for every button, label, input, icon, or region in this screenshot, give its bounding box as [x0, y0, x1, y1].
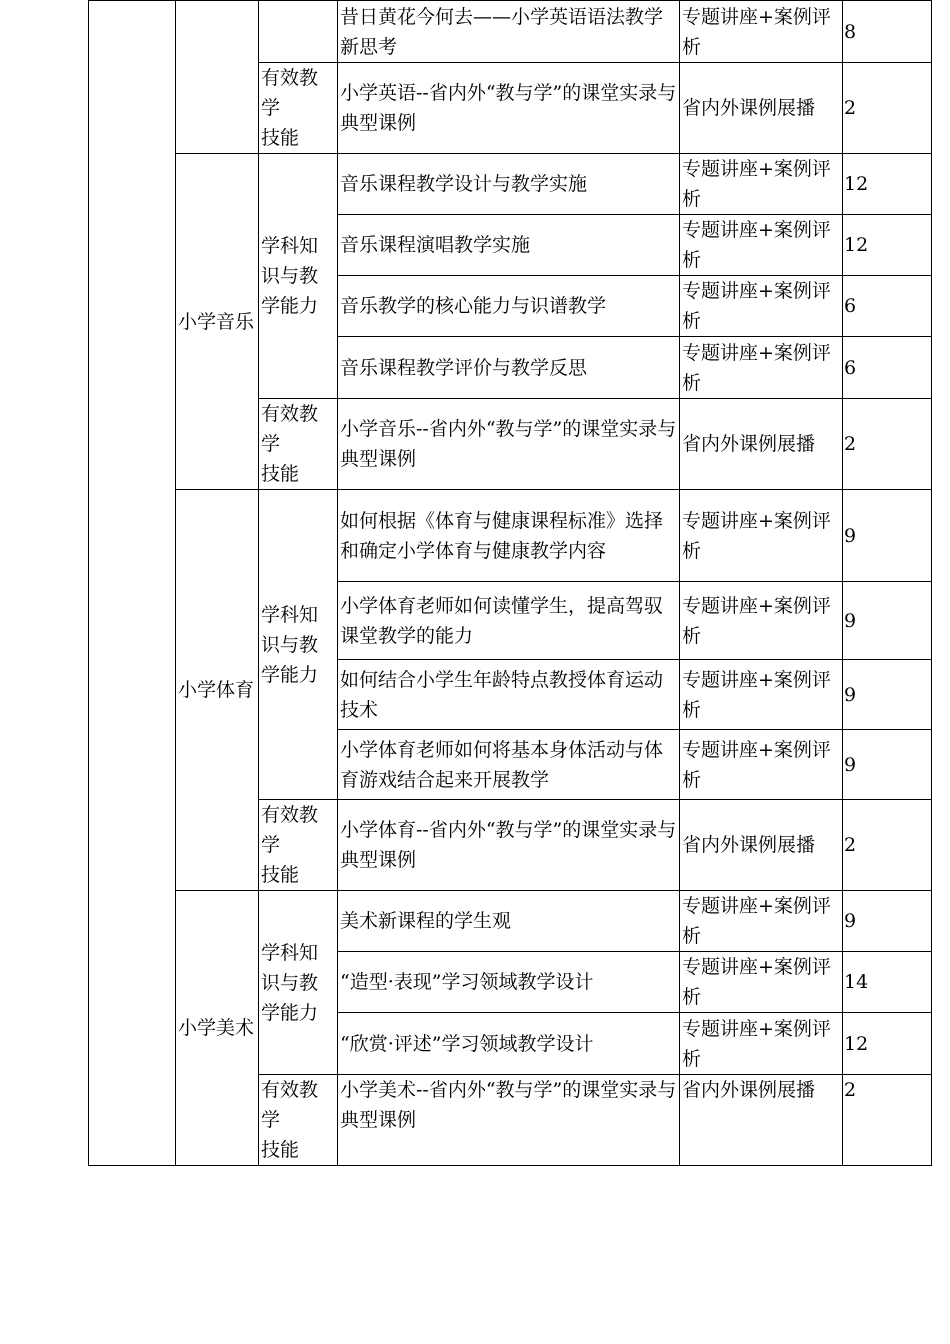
mode-cell: 专题讲座+案例评析	[680, 891, 843, 952]
course-table	[88, 0, 932, 1166]
topic-cell: 音乐课程教学设计与教学实施	[338, 154, 680, 215]
hours-cell: 9	[843, 660, 932, 730]
table-row	[89, 154, 932, 215]
category-cell: 有效教学 技能	[259, 1075, 338, 1166]
hours-cell: 6	[843, 276, 932, 337]
topic-cell: 音乐教学的核心能力与识谱教学	[338, 276, 680, 337]
hours-cell: 2	[843, 800, 932, 891]
category-cell	[259, 1, 338, 63]
topic-cell: “欣赏·评述”学习领域教学设计	[338, 1013, 680, 1075]
mode-cell: 专题讲座+案例评析	[680, 276, 843, 337]
hours-cell: 8	[843, 1, 932, 63]
hours-cell: 9	[843, 730, 932, 800]
mode-cell: 专题讲座+案例评析	[680, 337, 843, 399]
category-cell: 有效教学 技能	[259, 399, 338, 490]
mode-cell: 省内外课例展播	[680, 1075, 843, 1166]
mode-cell: 省内外课例展播	[680, 800, 843, 891]
topic-cell: 昔日黄花今何去——小学英语语法教学新思考	[338, 1, 680, 63]
topic-cell: “造型·表现”学习领域教学设计	[338, 952, 680, 1013]
table-row	[89, 891, 932, 952]
hours-cell: 9	[843, 582, 932, 660]
subject-cell: 小学体育	[176, 490, 259, 891]
table-row	[89, 1, 932, 63]
table-row	[89, 490, 932, 582]
mode-cell: 省内外课例展播	[680, 399, 843, 490]
mode-cell: 省内外课例展播	[680, 63, 843, 154]
subject-cell	[176, 1, 259, 154]
topic-cell: 小学英语--省内外“教与学”的课堂实录与典型课例	[338, 63, 680, 154]
hours-cell: 2	[843, 399, 932, 490]
category-cell: 学科知识与教学能力	[259, 154, 338, 399]
hours-cell: 2	[843, 1075, 932, 1166]
topic-cell: 小学体育老师如何读懂学生，提高驾驭课堂教学的能力	[338, 582, 680, 660]
mode-cell: 专题讲座+案例评析	[680, 490, 843, 582]
mode-cell: 专题讲座+案例评析	[680, 730, 843, 800]
category-cell: 有效教学 技能	[259, 800, 338, 891]
category-cell: 有效教学 技能	[259, 63, 338, 154]
topic-cell: 小学体育--省内外“教与学”的课堂实录与典型课例	[338, 800, 680, 891]
mode-cell: 专题讲座+案例评析	[680, 154, 843, 215]
topic-cell: 如何根据《体育与健康课程标准》选择和确定小学体育与健康教学内容	[338, 490, 680, 582]
blank-column-cell	[89, 1, 176, 1166]
hours-cell: 12	[843, 154, 932, 215]
topic-cell: 小学体育老师如何将基本身体活动与体育游戏结合起来开展教学	[338, 730, 680, 800]
mode-cell: 专题讲座+案例评析	[680, 1, 843, 63]
subject-cell: 小学美术	[176, 891, 259, 1166]
topic-cell: 如何结合小学生年龄特点教授体育运动技术	[338, 660, 680, 730]
mode-cell: 专题讲座+案例评析	[680, 582, 843, 660]
mode-cell: 专题讲座+案例评析	[680, 1013, 843, 1075]
subject-cell: 小学音乐	[176, 154, 259, 490]
hours-cell: 14	[843, 952, 932, 1013]
hours-cell: 9	[843, 490, 932, 582]
hours-cell: 9	[843, 891, 932, 952]
topic-cell: 小学美术--省内外“教与学”的课堂实录与典型课例	[338, 1075, 680, 1166]
hours-cell: 12	[843, 1013, 932, 1075]
topic-cell: 美术新课程的学生观	[338, 891, 680, 952]
hours-cell: 12	[843, 215, 932, 276]
hours-cell: 6	[843, 337, 932, 399]
hours-cell: 2	[843, 63, 932, 154]
mode-cell: 专题讲座+案例评析	[680, 952, 843, 1013]
category-cell: 学科知识与教学能力	[259, 490, 338, 800]
topic-cell: 音乐课程教学评价与教学反思	[338, 337, 680, 399]
topic-cell: 小学音乐--省内外“教与学”的课堂实录与典型课例	[338, 399, 680, 490]
topic-cell: 音乐课程演唱教学实施	[338, 215, 680, 276]
category-cell: 学科知识与教学能力	[259, 891, 338, 1075]
mode-cell: 专题讲座+案例评析	[680, 660, 843, 730]
mode-cell: 专题讲座+案例评析	[680, 215, 843, 276]
